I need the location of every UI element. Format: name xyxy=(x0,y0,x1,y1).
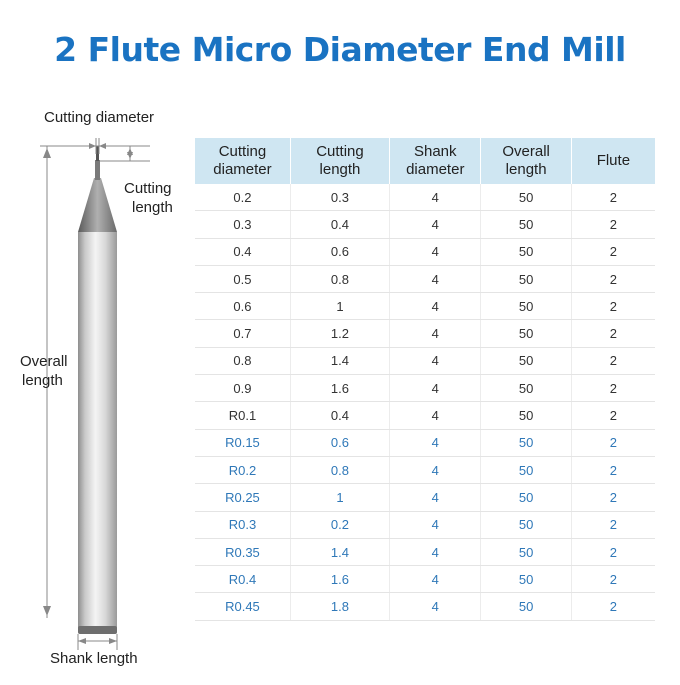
table-row xyxy=(195,238,655,265)
cutting-diameter-cell: 0.7 xyxy=(195,320,290,347)
table-row xyxy=(195,320,655,347)
flute-cell: 2 xyxy=(571,456,655,483)
cutting-length-cell: 0.3 xyxy=(290,184,389,211)
end-mill-drawing xyxy=(0,0,195,680)
overall-length-cell: 50 xyxy=(481,184,571,211)
overall-length-cell: 50 xyxy=(481,538,571,565)
table-row xyxy=(195,484,655,511)
cutting-length-cell: 1 xyxy=(290,293,389,320)
shank-diameter-cell: 4 xyxy=(390,238,481,265)
cutting-diameter-cell: 0.2 xyxy=(195,184,290,211)
overall-length-cell: 50 xyxy=(481,265,571,292)
table-row xyxy=(195,265,655,292)
cutting-diameter-cell: R0.15 xyxy=(195,429,290,456)
header-cutting-diameter: Cutting diameter xyxy=(195,138,290,184)
cutting-length-cell: 1.2 xyxy=(290,320,389,347)
cutting-diameter-cell: R0.35 xyxy=(195,538,290,565)
overall-length-cell: 50 xyxy=(481,566,571,593)
spec-table xyxy=(195,138,655,621)
shank-diameter-cell: 4 xyxy=(390,511,481,538)
table-row xyxy=(195,211,655,238)
shank-diameter-cell: 4 xyxy=(390,265,481,292)
flute-cell: 2 xyxy=(571,347,655,374)
overall-length-cell: 50 xyxy=(481,347,571,374)
table-row xyxy=(195,402,655,429)
shank-diameter-cell: 4 xyxy=(390,347,481,374)
table-row xyxy=(195,566,655,593)
header-flute: Flute xyxy=(571,138,655,184)
cutting-diameter-cell: 0.3 xyxy=(195,211,290,238)
shank-diameter-cell: 4 xyxy=(390,593,481,620)
table-row xyxy=(195,456,655,483)
cutting-length-cell: 1.8 xyxy=(290,593,389,620)
cutting-length-label-line1: Cutting xyxy=(124,180,172,197)
cutting-length-cell: 1.4 xyxy=(290,538,389,565)
flute-cell: 2 xyxy=(571,484,655,511)
flute-cell: 2 xyxy=(571,538,655,565)
table-row xyxy=(195,511,655,538)
shank-body xyxy=(78,232,117,634)
table-row xyxy=(195,184,655,211)
cutting-diameter-cell: 0.9 xyxy=(195,375,290,402)
shank-diameter-cell: 4 xyxy=(390,402,481,429)
flute-cell: 2 xyxy=(571,184,655,211)
end-mill-diagram xyxy=(0,0,195,680)
shank-diameter-cell: 4 xyxy=(390,456,481,483)
neck xyxy=(95,160,100,180)
overall-length-cell: 50 xyxy=(481,429,571,456)
flute-cell: 2 xyxy=(571,429,655,456)
overall-length-cell: 50 xyxy=(481,211,571,238)
flute-cell: 2 xyxy=(571,375,655,402)
cutting-diameter-label: Cutting diameter xyxy=(44,109,155,126)
flute-cell: 2 xyxy=(571,511,655,538)
overall-length-label-line1: Overall xyxy=(20,353,68,370)
overall-length-label-line2: length xyxy=(22,372,63,389)
table-row xyxy=(195,429,655,456)
cutting-length-cell: 0.8 xyxy=(290,456,389,483)
cutting-diameter-cell: R0.45 xyxy=(195,593,290,620)
cutting-length-cell: 0.4 xyxy=(290,211,389,238)
cutting-diameter-cell: 0.4 xyxy=(195,238,290,265)
cutting-length-label-line2: length xyxy=(132,199,173,216)
cutting-diameter-cell: 0.5 xyxy=(195,265,290,292)
overall-length-cell: 50 xyxy=(481,320,571,347)
table-row xyxy=(195,375,655,402)
shank-diameter-cell: 4 xyxy=(390,484,481,511)
table-row xyxy=(195,293,655,320)
table-header-row xyxy=(195,138,655,184)
shank-diameter-cell: 4 xyxy=(390,429,481,456)
cutting-length-cell: 1 xyxy=(290,484,389,511)
overall-length-cell: 50 xyxy=(481,511,571,538)
overall-length-cell: 50 xyxy=(481,402,571,429)
header-overall-length: Overall length xyxy=(481,138,571,184)
overall-length-cell: 50 xyxy=(481,375,571,402)
flute-cell: 2 xyxy=(571,593,655,620)
cutting-diameter-cell: 0.8 xyxy=(195,347,290,374)
overall-length-cell: 50 xyxy=(481,484,571,511)
header-shank-diameter: Shank diameter xyxy=(390,138,481,184)
cutting-length-cell: 0.6 xyxy=(290,429,389,456)
shank-diameter-cell: 4 xyxy=(390,566,481,593)
header-cutting-length: Cutting length xyxy=(290,138,389,184)
table-row xyxy=(195,593,655,620)
flute-cell: 2 xyxy=(571,566,655,593)
shank-diameter-cell: 4 xyxy=(390,320,481,347)
table-row xyxy=(195,538,655,565)
flute-cell: 2 xyxy=(571,293,655,320)
shank-diameter-cell: 4 xyxy=(390,293,481,320)
flute-cell: 2 xyxy=(571,265,655,292)
cutting-length-cell: 1.4 xyxy=(290,347,389,374)
cutting-length-cell: 1.6 xyxy=(290,375,389,402)
flute-cell: 2 xyxy=(571,211,655,238)
table-body xyxy=(195,184,655,620)
page-title: 2 Flute Micro Diameter End Mill xyxy=(54,30,626,69)
flute-cell: 2 xyxy=(571,238,655,265)
cutting-diameter-cell: 0.6 xyxy=(195,293,290,320)
overall-length-cell: 50 xyxy=(481,456,571,483)
cutting-diameter-cell: R0.1 xyxy=(195,402,290,429)
cutting-diameter-cell: R0.25 xyxy=(195,484,290,511)
flute-cell: 2 xyxy=(571,320,655,347)
overall-length-cell: 50 xyxy=(481,593,571,620)
cutting-length-cell: 0.4 xyxy=(290,402,389,429)
overall-length-cell: 50 xyxy=(481,238,571,265)
shank-diameter-cell: 4 xyxy=(390,211,481,238)
cutting-diameter-cell: R0.3 xyxy=(195,511,290,538)
table-row xyxy=(195,347,655,374)
cutting-length-cell: 0.8 xyxy=(290,265,389,292)
shank-diameter-cell: 4 xyxy=(390,375,481,402)
taper-cone xyxy=(78,178,117,232)
flute-cell: 2 xyxy=(571,402,655,429)
cutting-diameter-cell: R0.2 xyxy=(195,456,290,483)
cutting-length-cell: 1.6 xyxy=(290,566,389,593)
shank-length-label: Shank length xyxy=(50,650,138,667)
overall-length-cell: 50 xyxy=(481,293,571,320)
cutting-length-cell: 0.6 xyxy=(290,238,389,265)
shank-diameter-cell: 4 xyxy=(390,538,481,565)
cutting-diameter-cell: R0.4 xyxy=(195,566,290,593)
cutting-length-cell: 0.2 xyxy=(290,511,389,538)
shank-diameter-cell: 4 xyxy=(390,184,481,211)
